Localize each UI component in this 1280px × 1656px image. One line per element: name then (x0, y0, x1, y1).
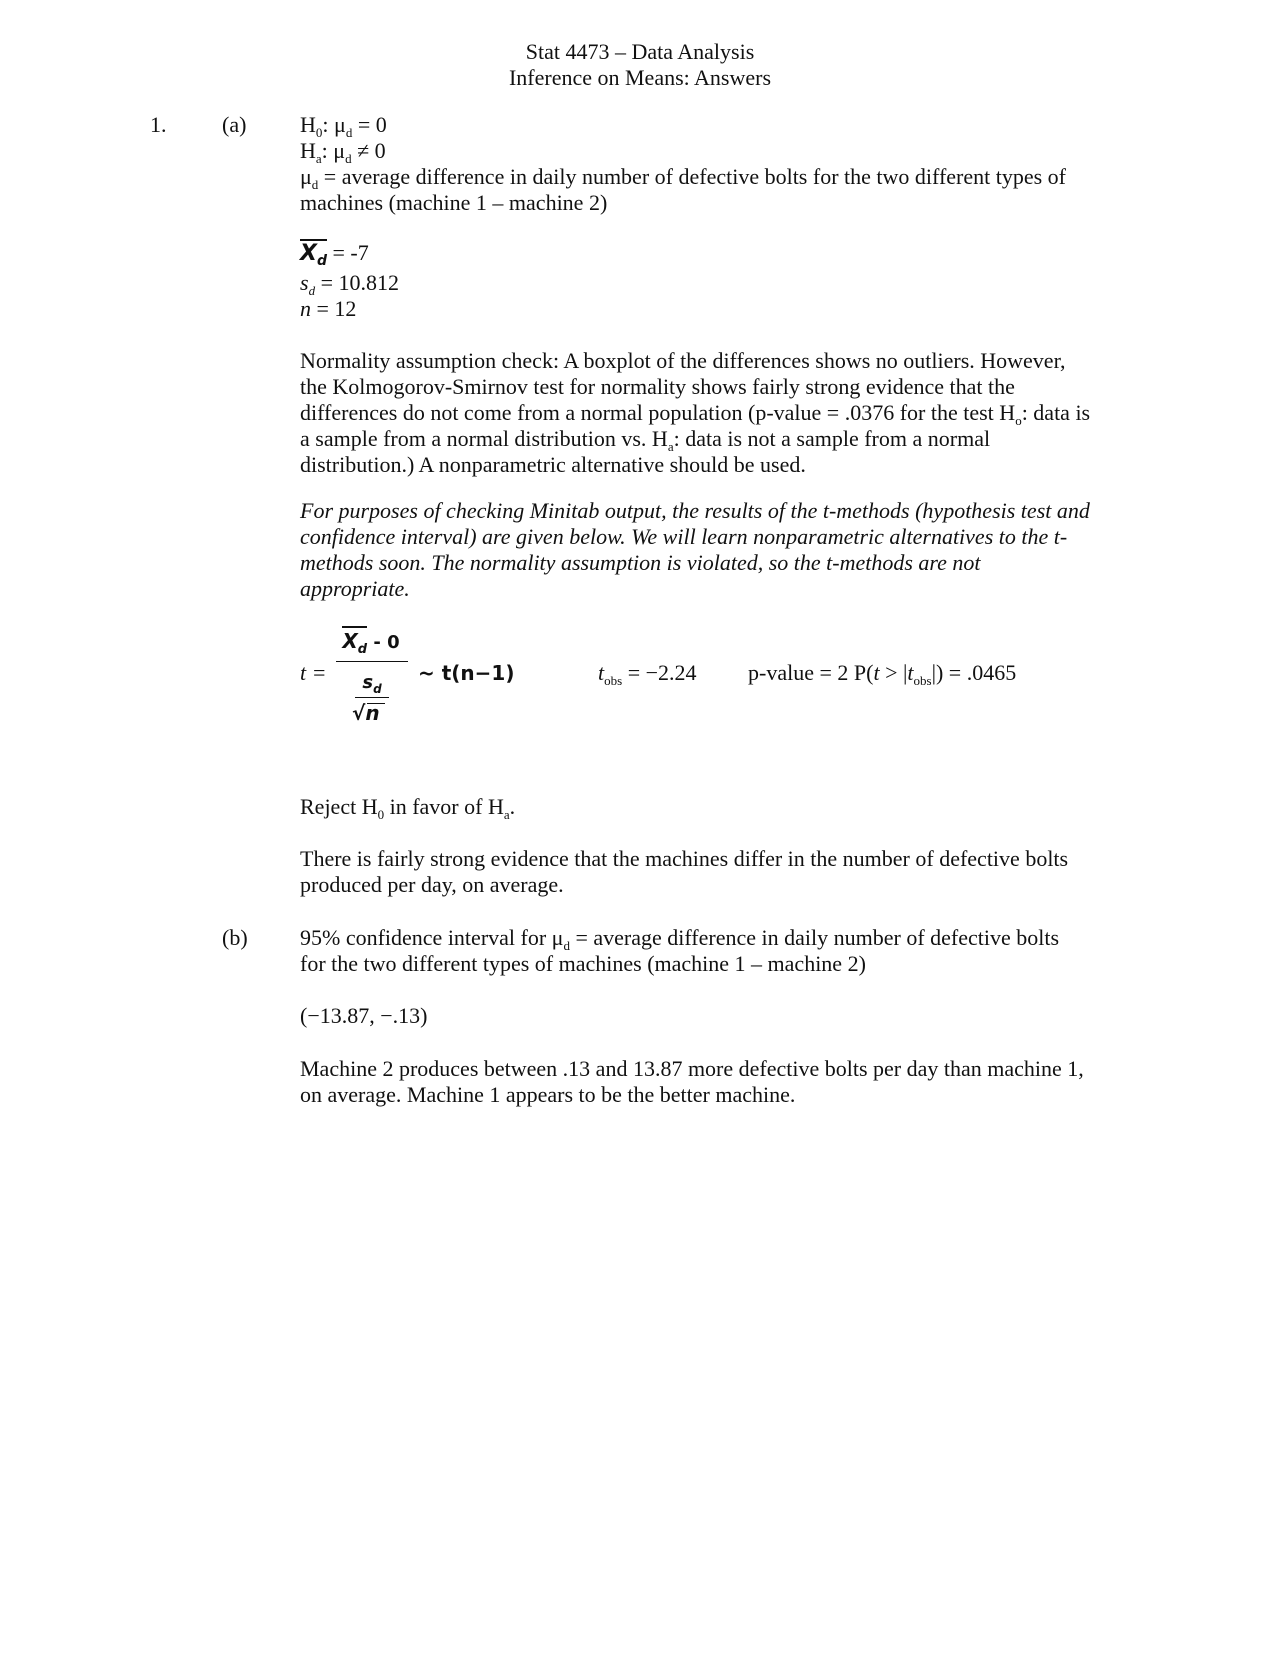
ha-symbol: H (300, 138, 316, 163)
reject-mid: in favor of H (384, 794, 504, 819)
sd-value: = 10.812 (315, 270, 399, 295)
sqrt-sign: √ (352, 701, 366, 725)
normality-line-3-sub: o (1015, 413, 1022, 428)
note-line-1: For purposes of checking Minitab output, the results of the t-methods (hypothesis test and (300, 498, 1090, 523)
part-a-conclusion-line-1: There is fairly strong evidence that the machines differ in the number of defective bolts (300, 846, 1069, 871)
null-hypothesis (300, 112, 1130, 138)
pvalue-lead: p-value = 2 P( (748, 660, 874, 685)
xbar-symbol: $X_d$ (300, 241, 327, 269)
confidence-interval-statement (300, 925, 1130, 977)
document-header (0, 39, 1280, 91)
ci-line-1-tail: = average difference in daily number of defective bolts (569, 925, 1060, 950)
normality-line-4-text: a sample from a normal distribution vs. H (300, 426, 668, 451)
note-line-4: appropriate. (300, 576, 410, 601)
ci-lead: 95% confidence interval for μ (300, 925, 564, 950)
note-line-2: confidence interval) are given below. We will learn nonparametric alternatives to the t- (300, 524, 1068, 549)
pvalue-mid: > | (879, 660, 908, 685)
formula-sd-subscript: d (373, 682, 382, 696)
hypotheses-block (300, 112, 1130, 216)
mu-definition-line1 (300, 164, 1130, 190)
sample-mean (300, 240, 1130, 270)
note-line-3: methods soon. The normality assumption is violated, so the t-methods are not (300, 550, 981, 575)
normality-line-3 (300, 400, 1130, 426)
h0-value: = 0 (352, 112, 387, 137)
xbar-subscript: d (316, 253, 327, 269)
normality-line-4-sub: a (667, 439, 674, 454)
reject-line (300, 794, 1130, 820)
ha-value: ≠ 0 (351, 138, 386, 163)
t-statistic-lhs (300, 660, 326, 686)
document-title: Stat 4473 – Data Analysis (525, 39, 755, 64)
sd-symbol: s (300, 270, 309, 295)
reject-tail: . (509, 794, 516, 819)
part-a-label: (a) (222, 112, 247, 137)
mu-symbol: μ (300, 164, 312, 189)
mu-definition-line2: machines (machine 1 – machine 2) (300, 190, 608, 215)
xbar-value: = -7 (327, 240, 369, 265)
normality-line-4 (300, 426, 1130, 452)
reject-sub-0: 0 (377, 807, 385, 822)
minitab-note (300, 498, 1130, 602)
formula-xbar-symbol: $X_d$ (342, 628, 367, 658)
h0-symbol: H (300, 112, 316, 137)
part-a-conclusion-line-2: produced per day, on average. (300, 872, 564, 897)
normality-line-5: distribution.) A nonparametric alternative should be used. (300, 452, 806, 477)
alternative-hypothesis (300, 138, 1130, 164)
pvalue-t: t (873, 660, 880, 685)
formula-distribution (418, 660, 514, 686)
formula-sd-symbol: s (362, 672, 374, 693)
normality-line-3-tail: : data is (1021, 400, 1091, 425)
mu-subscript: d (311, 177, 319, 192)
formula-minus-zero: - 0 (367, 632, 400, 653)
ha-mu: : μ (321, 138, 346, 163)
pvalue-t2: t (907, 660, 914, 685)
sqrt-overbar (367, 703, 385, 704)
h0-mu: : μ (322, 112, 346, 137)
sd-subscript: d (308, 283, 316, 298)
formula-numerator (336, 628, 406, 658)
observed-t (598, 660, 697, 689)
distribution-text: ~ t(n−1) (418, 661, 515, 685)
sample-size (300, 296, 1130, 322)
formula-denominator-sd (336, 668, 408, 697)
normality-paragraph (300, 348, 1130, 478)
mu-definition-text: = average difference in daily number of defective bolts for the two different types of (318, 164, 1066, 189)
formula-fraction-bar (336, 661, 408, 662)
normality-line-1: Normality assumption check: A boxplot of the differences shows no outliers. However, (300, 348, 1066, 373)
ci-subscript: d (563, 938, 570, 953)
ha-mu-subscript: d (345, 151, 352, 166)
normality-line-2: the Kolmogorov-Smirnov test for normality shows fairly strong evidence that the (300, 374, 1015, 399)
pvalue-subscript: obs (913, 673, 932, 688)
h0-subscript: 0 (315, 125, 323, 140)
t-equals: t = (300, 660, 327, 685)
tobs-symbol: t (598, 660, 605, 685)
normality-line-3-text: differences do not come from a normal population (p-value = .0376 for the test H (300, 400, 1016, 425)
formula-inner-fraction-bar (355, 697, 389, 698)
pvalue-tail: |) = .0465 (931, 660, 1017, 685)
question-number: 1. (150, 112, 167, 137)
tobs-subscript: obs (604, 673, 623, 688)
confidence-interval-value: (−13.87, −.13) (300, 1003, 428, 1028)
h0-mu-subscript: d (345, 125, 353, 140)
reject-lead: Reject H (300, 794, 378, 819)
ci-line-2: for the two different types of machines (machine 1 – machine 2) (300, 951, 866, 976)
n-value: = 12 (311, 296, 357, 321)
part-b-conclusion-line-1: Machine 2 produces between .13 and 13.87 more defective bolts per day than machine 1, (300, 1056, 1084, 1081)
formula-xbar-subscript: d (357, 642, 368, 657)
sample-sd (300, 270, 1130, 296)
sqrt-argument: n (365, 701, 380, 725)
reject-statement (300, 794, 1130, 820)
part-a-conclusion (300, 846, 1130, 898)
p-value (748, 660, 1016, 689)
tobs-value: = −2.24 (622, 660, 697, 685)
ci-line-1 (300, 925, 1130, 951)
n-symbol: n (300, 296, 311, 321)
summary-stats (300, 240, 1130, 322)
ha-subscript: a (315, 151, 322, 166)
part-b-conclusion (300, 1056, 1130, 1108)
reject-sub-a: a (503, 807, 510, 822)
normality-line-4-tail: : data is not a sample from a normal (673, 426, 991, 451)
document-subtitle: Inference on Means: Answers (508, 65, 772, 90)
part-b-label: (b) (222, 925, 248, 950)
part-b-conclusion-line-2: on average. Machine 1 appears to be the better machine. (300, 1082, 796, 1107)
